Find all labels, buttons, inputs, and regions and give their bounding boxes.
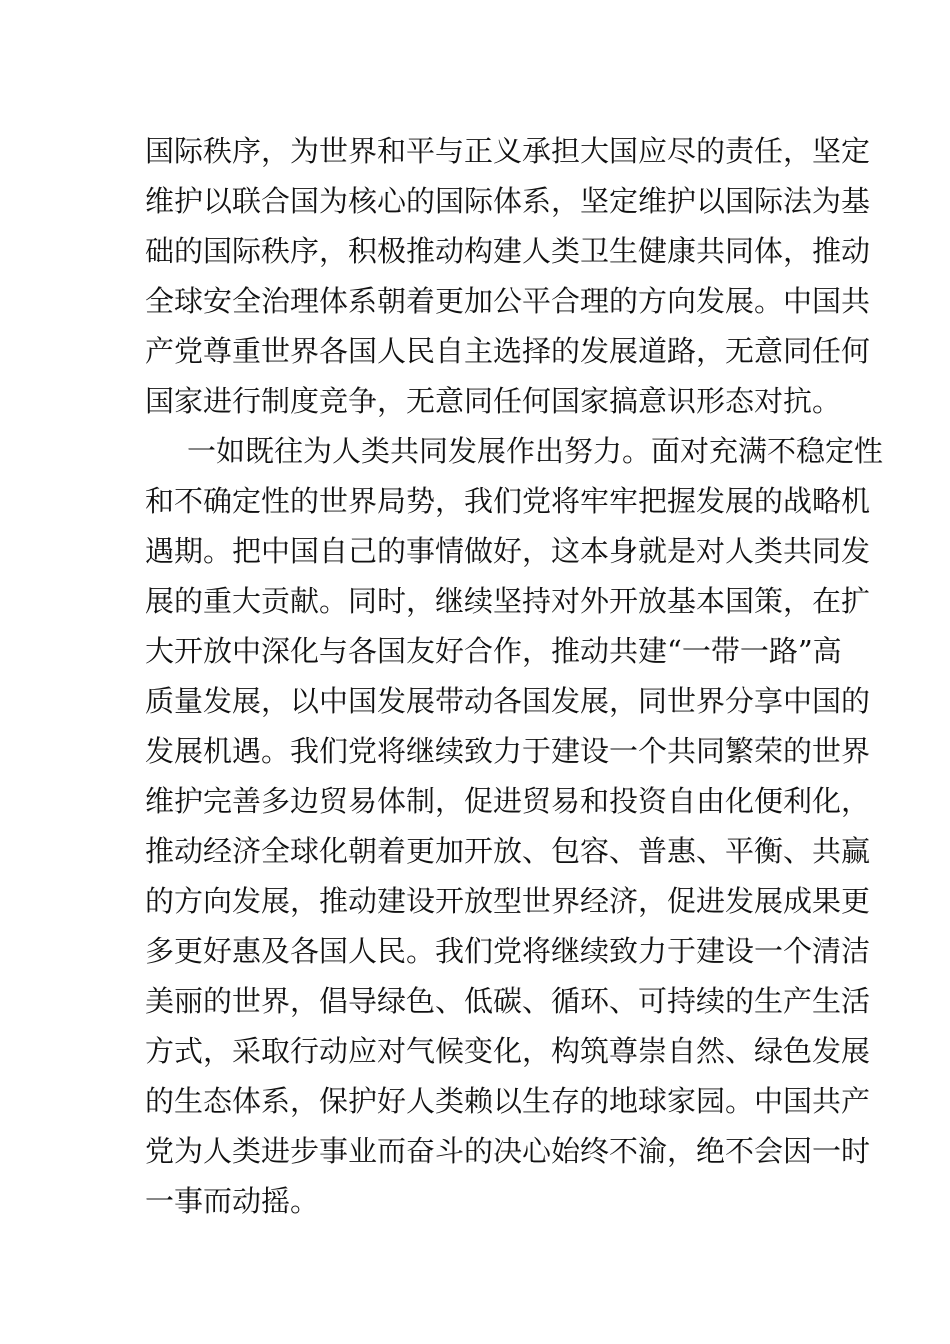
paragraph-line: 维护完善多边贸易体制，促进贸易和投资自由化便利化， — [145, 784, 871, 818]
paragraph-line: 展的重大贡献。同时，继续坚持对外开放基本国策，在扩 — [145, 584, 871, 618]
paragraph-line: 推动经济全球化朝着更加开放、包容、普惠、平衡、共赢 — [145, 834, 871, 868]
paragraph-line: 发展机遇。我们党将继续致力于建设一个共同繁荣的世界 — [145, 734, 871, 768]
paragraph-line: 多更好惠及各国人民。我们党将继续致力于建设一个清洁 — [145, 934, 871, 968]
paragraph-line: 产党尊重世界各国人民自主选择的发展道路，无意同任何 — [145, 334, 871, 368]
paragraph-line: 美丽的世界，倡导绿色、低碳、循环、可持续的生产生活 — [145, 984, 871, 1018]
paragraph-line: 大开放中深化与各国友好合作，推动共建“一带一路”高 — [145, 634, 842, 668]
paragraph-line: 础的国际秩序，积极推动构建人类卫生健康共同体，推动 — [145, 234, 871, 268]
paragraph-line: 质量发展，以中国发展带动各国发展，同世界分享中国的 — [145, 684, 871, 718]
paragraph-line: 一如既往为人类共同发展作出努力。面对充满不稳定性 — [187, 434, 884, 468]
paragraph-line: 的方向发展，推动建设开放型世界经济，促进发展成果更 — [145, 884, 871, 918]
paragraph-line: 一事而动摇。 — [145, 1184, 320, 1218]
paragraph-line: 党为人类进步事业而奋斗的决心始终不渝，绝不会因一时 — [145, 1134, 871, 1168]
paragraph-line: 方式，采取行动应对气候变化，构筑尊崇自然、绿色发展 — [145, 1034, 871, 1068]
paragraph-line: 和不确定性的世界局势，我们党将牢牢把握发展的战略机 — [145, 484, 871, 518]
paragraph-line: 维护以联合国为核心的国际体系，坚定维护以国际法为基 — [145, 184, 871, 218]
paragraph-line: 全球安全治理体系朝着更加公平合理的方向发展。中国共 — [145, 284, 871, 318]
paragraph-line: 国际秩序，为世界和平与正义承担大国应尽的责任，坚定 — [145, 134, 871, 168]
paragraph-line: 遇期。把中国自己的事情做好，这本身就是对人类共同发 — [145, 534, 871, 568]
paragraph-line: 的生态体系，保护好人类赖以生存的地球家园。中国共产 — [145, 1084, 871, 1118]
paragraph-line: 国家进行制度竞争，无意同任何国家搞意识形态对抗。 — [145, 384, 842, 418]
